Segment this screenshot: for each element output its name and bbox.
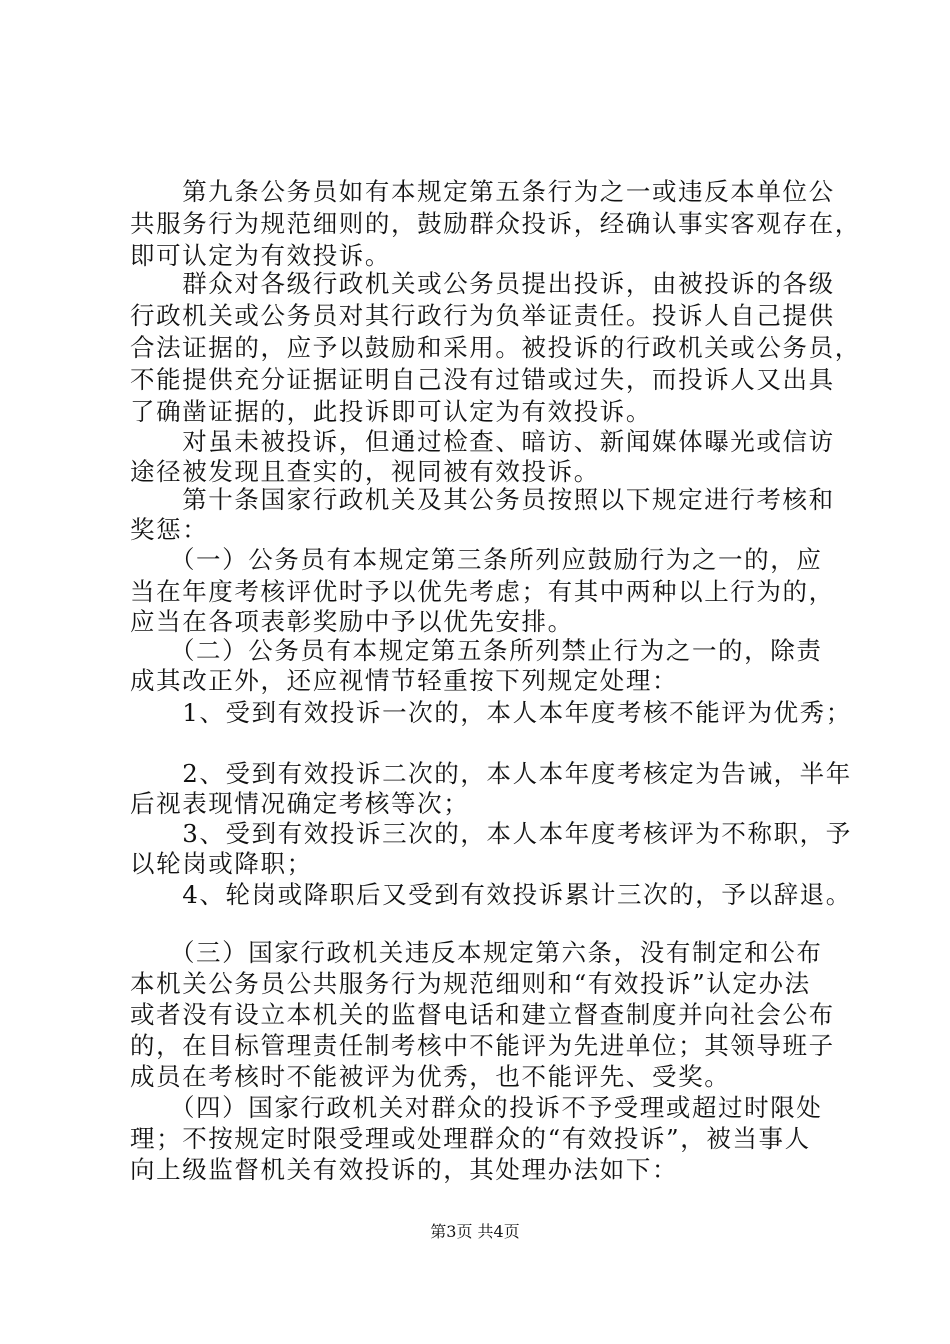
body-text-line: 群众对各级行政机关或公务员提出投诉，由被投诉的各级	[130, 269, 835, 298]
body-text-line: （一）公务员有本规定第三条所列应鼓励行为之一的，应	[130, 545, 823, 574]
body-text-line: 合法证据的，应予以鼓励和采用。被投诉的行政机关或公务员，	[130, 333, 861, 362]
body-text-line: 的，在目标管理责任制考核中不能评为先进单位；其领导班子	[130, 1031, 835, 1060]
page-number-footer: 第3页 共4页	[430, 1222, 520, 1241]
body-text-line: 当在年度考核评优时予以优先考虑；有其中两种以上行为的，	[130, 577, 835, 606]
body-text-line: 第十条国家行政机关及其公务员按照以下规定进行考核和	[130, 485, 835, 514]
body-text-line: 理；不按规定时限受理或处理群众的“有效投诉”，被当事人	[130, 1124, 811, 1153]
body-text-line: 本机关公务员公共服务行为规范细则和“有效投诉”认定办法	[130, 969, 811, 998]
body-text-line: 3、受到有效投诉三次的，本人本年度考核评为不称职，予	[130, 819, 852, 848]
body-text-line: 奖惩：	[130, 515, 209, 544]
body-text-line: 了确凿证据的，此投诉即可认定为有效投诉。	[130, 397, 652, 426]
body-text-line: 以轮岗或降职；	[130, 849, 313, 878]
body-text-line: 4、轮岗或降职后又受到有效投诉累计三次的，予以辞退。	[130, 880, 852, 909]
body-text-line: 对虽未被投诉，但通过检查、暗访、新闻媒体曝光或信访	[130, 427, 835, 456]
body-text-line: 第九条公务员如有本规定第五条行为之一或违反本单位公	[130, 177, 835, 206]
body-text-line: 途径被发现且查实的，视同被有效投诉。	[130, 457, 600, 486]
body-text-line: （三）国家行政机关违反本规定第六条，没有制定和公布	[130, 938, 823, 967]
body-text-line: 或者没有设立本机关的监督电话和建立督查制度并向社会公布	[130, 1000, 835, 1029]
body-text-line: 即可认定为有效投诉。	[130, 241, 391, 270]
body-text-line: 后视表现情况确定考核等次；	[130, 789, 470, 818]
body-text-line: 成员在考核时不能被评为优秀，也不能评先、受奖。	[130, 1062, 731, 1091]
body-text-line: 行政机关或公务员对其行政行为负举证责任。投诉人自己提供	[130, 301, 835, 330]
body-text-line: 向上级监督机关有效投诉的，其处理办法如下：	[130, 1155, 679, 1184]
body-text-line: （四）国家行政机关对群众的投诉不予受理或超过时限处	[130, 1093, 823, 1122]
body-text-line: 2、受到有效投诉二次的，本人本年度考核定为告诫，半年	[130, 759, 852, 788]
body-text-line: 1、受到有效投诉一次的，本人本年度考核不能评为优秀；	[130, 698, 852, 727]
body-text-line: 不能提供充分证据证明自己没有过错或过失，而投诉人又出具	[130, 365, 835, 394]
body-text-line: 成其改正外，还应视情节轻重按下列规定处理：	[130, 666, 679, 695]
body-text-line: 应当在各项表彰奖励中予以优先安排。	[130, 607, 574, 636]
body-text-line: 共服务行为规范细则的，鼓励群众投诉，经确认事实客观存在，	[130, 209, 861, 238]
body-text-line: （二）公务员有本规定第五条所列禁止行为之一的，除责	[130, 636, 823, 665]
